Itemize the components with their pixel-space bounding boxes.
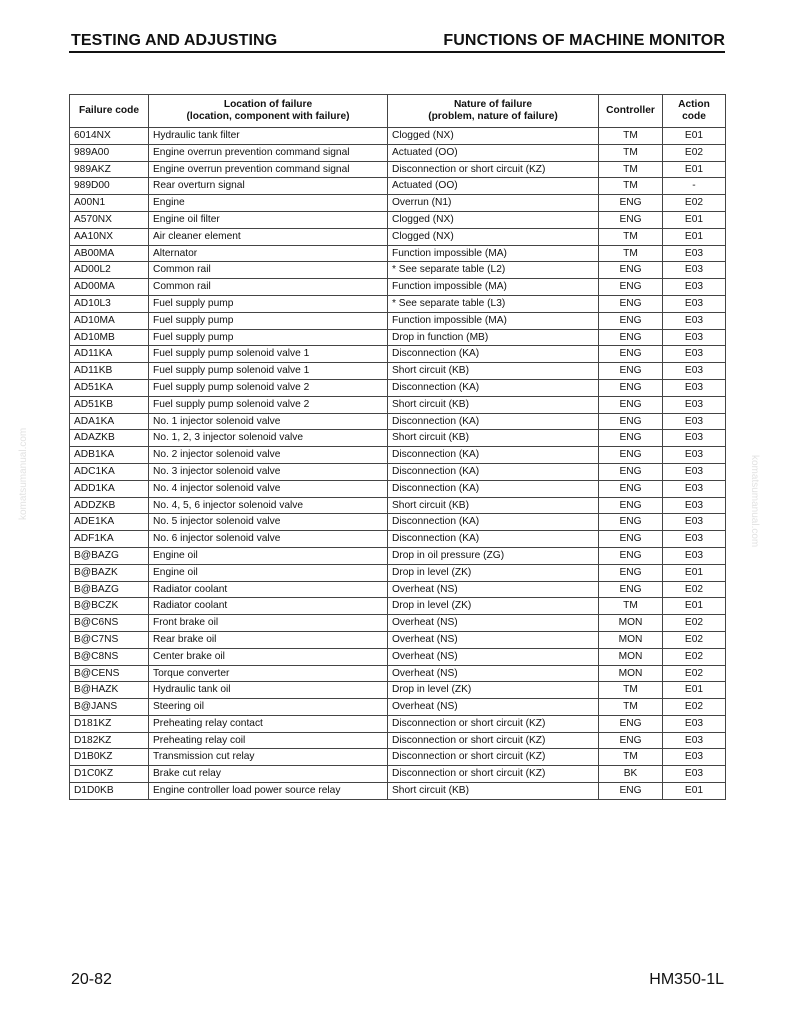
table-row	[70, 430, 726, 447]
cell-failure-code: AB00MA	[70, 245, 149, 262]
table-row	[70, 396, 726, 413]
col-nature-title: Nature of failure	[453, 98, 533, 110]
cell-location: Front brake oil	[149, 615, 388, 632]
cell-nature: Actuated (OO)	[388, 178, 599, 195]
table-row	[70, 564, 726, 581]
cell-action-code: E03	[663, 766, 726, 783]
cell-action-code: E02	[663, 195, 726, 212]
cell-failure-code: B@BAZG	[70, 581, 149, 598]
cell-action-code: E01	[663, 228, 726, 245]
cell-location: Engine controller load power source relay	[149, 783, 388, 800]
cell-controller: ENG	[599, 547, 663, 564]
watermark-left: komatsumanual.com	[18, 427, 29, 520]
cell-location: Fuel supply pump solenoid valve 1	[149, 346, 388, 363]
col-controller: Controller	[599, 95, 663, 128]
cell-controller: TM	[599, 699, 663, 716]
cell-action-code: E03	[663, 279, 726, 296]
cell-nature: Actuated (OO)	[388, 144, 599, 161]
cell-nature: Overheat (NS)	[388, 615, 599, 632]
cell-controller: ENG	[599, 295, 663, 312]
cell-nature: Disconnection (KA)	[388, 514, 599, 531]
cell-nature: Short circuit (KB)	[388, 363, 599, 380]
cell-location: No. 4, 5, 6 injector solenoid valve	[149, 497, 388, 514]
cell-action-code: E03	[663, 514, 726, 531]
cell-location: Transmission cut relay	[149, 749, 388, 766]
cell-location: Fuel supply pump solenoid valve 1	[149, 363, 388, 380]
cell-action-code: E03	[663, 295, 726, 312]
col-failure-code: Failure code	[70, 95, 149, 128]
cell-nature: Drop in level (ZK)	[388, 598, 599, 615]
table-row	[70, 312, 726, 329]
table-row	[70, 463, 726, 480]
table-row	[70, 480, 726, 497]
cell-location: Torque converter	[149, 665, 388, 682]
cell-action-code: E03	[663, 430, 726, 447]
cell-controller: ENG	[599, 413, 663, 430]
cell-controller: ENG	[599, 715, 663, 732]
table-row	[70, 514, 726, 531]
cell-nature: Disconnection (KA)	[388, 379, 599, 396]
table-row	[70, 581, 726, 598]
cell-failure-code: B@CENS	[70, 665, 149, 682]
cell-action-code: E02	[663, 699, 726, 716]
cell-location: No. 1 injector solenoid valve	[149, 413, 388, 430]
cell-action-code: E03	[663, 732, 726, 749]
table-row	[70, 783, 726, 800]
cell-failure-code: 6014NX	[70, 128, 149, 145]
cell-action-code: E03	[663, 346, 726, 363]
cell-failure-code: A570NX	[70, 211, 149, 228]
cell-nature: Drop in function (MB)	[388, 329, 599, 346]
cell-failure-code: D181KZ	[70, 715, 149, 732]
cell-failure-code: AD51KB	[70, 396, 149, 413]
table-row	[70, 245, 726, 262]
cell-failure-code: B@BAZG	[70, 547, 149, 564]
cell-failure-code: 989A00	[70, 144, 149, 161]
cell-failure-code: AD11KA	[70, 346, 149, 363]
table-row	[70, 447, 726, 464]
cell-location: Fuel supply pump solenoid valve 2	[149, 396, 388, 413]
cell-location: Fuel supply pump solenoid valve 2	[149, 379, 388, 396]
table-row	[70, 547, 726, 564]
cell-nature: Disconnection (KA)	[388, 531, 599, 548]
table-row	[70, 363, 726, 380]
cell-nature: Overrun (N1)	[388, 195, 599, 212]
cell-controller: TM	[599, 161, 663, 178]
cell-action-code: E01	[663, 682, 726, 699]
cell-nature: Function impossible (MA)	[388, 279, 599, 296]
cell-controller: ENG	[599, 211, 663, 228]
cell-location: Steering oil	[149, 699, 388, 716]
cell-action-code: E02	[663, 648, 726, 665]
cell-nature: Disconnection or short circuit (KZ)	[388, 732, 599, 749]
cell-failure-code: AD00L2	[70, 262, 149, 279]
section-title: TESTING AND ADJUSTING	[71, 32, 278, 49]
cell-action-code: E03	[663, 413, 726, 430]
cell-location: Air cleaner element	[149, 228, 388, 245]
cell-failure-code: ADC1KA	[70, 463, 149, 480]
cell-controller: ENG	[599, 463, 663, 480]
cell-failure-code: B@HAZK	[70, 682, 149, 699]
cell-failure-code: AD51KA	[70, 379, 149, 396]
cell-failure-code: D1B0KZ	[70, 749, 149, 766]
cell-failure-code: B@C8NS	[70, 648, 149, 665]
cell-action-code: E03	[663, 447, 726, 464]
cell-action-code: E02	[663, 615, 726, 632]
cell-failure-code: B@BAZK	[70, 564, 149, 581]
cell-nature: Disconnection (KA)	[388, 413, 599, 430]
cell-controller: MON	[599, 631, 663, 648]
cell-nature: Disconnection (KA)	[388, 447, 599, 464]
cell-location: Fuel supply pump	[149, 295, 388, 312]
cell-action-code: E03	[663, 480, 726, 497]
cell-action-code: E03	[663, 329, 726, 346]
cell-nature: Clogged (NX)	[388, 228, 599, 245]
cell-location: Engine	[149, 195, 388, 212]
cell-failure-code: ADD1KA	[70, 480, 149, 497]
cell-controller: ENG	[599, 346, 663, 363]
cell-location: Engine oil filter	[149, 211, 388, 228]
cell-failure-code: 989AKZ	[70, 161, 149, 178]
cell-location: Common rail	[149, 262, 388, 279]
table-row	[70, 749, 726, 766]
cell-failure-code: ADE1KA	[70, 514, 149, 531]
page-number: 20-82	[71, 971, 112, 988]
chapter-title: FUNCTIONS OF MACHINE MONITOR	[443, 32, 725, 49]
table-row	[70, 531, 726, 548]
cell-location: Common rail	[149, 279, 388, 296]
cell-nature: Drop in level (ZK)	[388, 682, 599, 699]
cell-nature: Disconnection (KA)	[388, 463, 599, 480]
cell-controller: ENG	[599, 497, 663, 514]
cell-failure-code: AD10MB	[70, 329, 149, 346]
cell-nature: Overheat (NS)	[388, 699, 599, 716]
table-row	[70, 682, 726, 699]
cell-nature: * See separate table (L2)	[388, 262, 599, 279]
cell-failure-code: A00N1	[70, 195, 149, 212]
col-action-code: Action code	[663, 95, 726, 128]
cell-action-code: E03	[663, 531, 726, 548]
table-row	[70, 262, 726, 279]
cell-nature: Short circuit (KB)	[388, 497, 599, 514]
table-row	[70, 631, 726, 648]
cell-nature: Function impossible (MA)	[388, 245, 599, 262]
table-row	[70, 665, 726, 682]
cell-failure-code: ADB1KA	[70, 447, 149, 464]
cell-controller: ENG	[599, 195, 663, 212]
cell-failure-code: B@BCZK	[70, 598, 149, 615]
cell-failure-code: AD00MA	[70, 279, 149, 296]
cell-action-code: E02	[663, 144, 726, 161]
table-row	[70, 699, 726, 716]
cell-location: Engine oil	[149, 547, 388, 564]
cell-nature: Short circuit (KB)	[388, 430, 599, 447]
cell-location: No. 4 injector solenoid valve	[149, 480, 388, 497]
cell-location: Radiator coolant	[149, 581, 388, 598]
cell-action-code: E03	[663, 396, 726, 413]
cell-controller: TM	[599, 749, 663, 766]
cell-location: Engine overrun prevention command signal	[149, 161, 388, 178]
cell-controller: TM	[599, 245, 663, 262]
cell-nature: Disconnection or short circuit (KZ)	[388, 715, 599, 732]
model-name: HM350-1L	[649, 971, 724, 988]
cell-controller: ENG	[599, 581, 663, 598]
table-row	[70, 413, 726, 430]
cell-action-code: E03	[663, 379, 726, 396]
cell-nature: * See separate table (L3)	[388, 295, 599, 312]
cell-controller: ENG	[599, 480, 663, 497]
cell-nature: Disconnection or short circuit (KZ)	[388, 766, 599, 783]
cell-failure-code: ADDZKB	[70, 497, 149, 514]
cell-controller: TM	[599, 598, 663, 615]
cell-nature: Function impossible (MA)	[388, 312, 599, 329]
cell-location: Brake cut relay	[149, 766, 388, 783]
table-row	[70, 497, 726, 514]
cell-location: Engine oil	[149, 564, 388, 581]
table-row	[70, 228, 726, 245]
cell-controller: TM	[599, 682, 663, 699]
failure-code-table	[69, 94, 726, 800]
cell-controller: TM	[599, 228, 663, 245]
table-row	[70, 346, 726, 363]
cell-failure-code: B@C7NS	[70, 631, 149, 648]
cell-controller: ENG	[599, 363, 663, 380]
table-row	[70, 598, 726, 615]
cell-nature: Disconnection (KA)	[388, 346, 599, 363]
cell-nature: Drop in oil pressure (ZG)	[388, 547, 599, 564]
cell-controller: ENG	[599, 312, 663, 329]
col-location-subtitle: (location, component with failure)	[186, 111, 350, 122]
cell-controller: ENG	[599, 430, 663, 447]
cell-action-code: E03	[663, 749, 726, 766]
cell-location: Fuel supply pump	[149, 312, 388, 329]
cell-nature: Overheat (NS)	[388, 631, 599, 648]
cell-location: No. 2 injector solenoid valve	[149, 447, 388, 464]
cell-failure-code: ADAZKB	[70, 430, 149, 447]
table-header-row	[70, 95, 726, 128]
cell-controller: ENG	[599, 329, 663, 346]
cell-nature: Overheat (NS)	[388, 665, 599, 682]
cell-failure-code: AD10L3	[70, 295, 149, 312]
cell-failure-code: 989D00	[70, 178, 149, 195]
cell-action-code: E03	[663, 363, 726, 380]
cell-location: No. 6 injector solenoid valve	[149, 531, 388, 548]
cell-nature: Overheat (NS)	[388, 581, 599, 598]
cell-controller: ENG	[599, 447, 663, 464]
cell-action-code: E03	[663, 312, 726, 329]
cell-controller: ENG	[599, 262, 663, 279]
cell-controller: TM	[599, 144, 663, 161]
table-row	[70, 128, 726, 145]
cell-failure-code: D1C0KZ	[70, 766, 149, 783]
table-row	[70, 732, 726, 749]
cell-nature: Disconnection or short circuit (KZ)	[388, 749, 599, 766]
cell-action-code: E03	[663, 262, 726, 279]
table-row	[70, 329, 726, 346]
cell-location: Preheating relay coil	[149, 732, 388, 749]
table-row	[70, 379, 726, 396]
cell-failure-code: B@C6NS	[70, 615, 149, 632]
cell-controller: ENG	[599, 564, 663, 581]
cell-action-code: E01	[663, 128, 726, 145]
table-row	[70, 211, 726, 228]
cell-failure-code: AA10NX	[70, 228, 149, 245]
table-row	[70, 648, 726, 665]
cell-action-code: -	[663, 178, 726, 195]
cell-action-code: E02	[663, 665, 726, 682]
cell-nature: Disconnection (KA)	[388, 480, 599, 497]
cell-action-code: E03	[663, 463, 726, 480]
cell-location: Hydraulic tank oil	[149, 682, 388, 699]
table-row	[70, 615, 726, 632]
cell-controller: ENG	[599, 379, 663, 396]
cell-controller: TM	[599, 128, 663, 145]
cell-location: Engine overrun prevention command signal	[149, 144, 388, 161]
cell-controller: MON	[599, 615, 663, 632]
cell-failure-code: ADA1KA	[70, 413, 149, 430]
cell-failure-code: AD10MA	[70, 312, 149, 329]
cell-nature: Overheat (NS)	[388, 648, 599, 665]
table-row	[70, 279, 726, 296]
header-rule	[69, 51, 725, 53]
cell-nature: Clogged (NX)	[388, 128, 599, 145]
cell-location: Fuel supply pump	[149, 329, 388, 346]
table-row	[70, 161, 726, 178]
cell-action-code: E03	[663, 715, 726, 732]
watermark-right: komatsumanual.com	[749, 455, 760, 548]
cell-action-code: E03	[663, 547, 726, 564]
cell-failure-code: B@JANS	[70, 699, 149, 716]
cell-action-code: E01	[663, 783, 726, 800]
cell-location: No. 5 injector solenoid valve	[149, 514, 388, 531]
cell-controller: ENG	[599, 396, 663, 413]
cell-controller: ENG	[599, 279, 663, 296]
cell-action-code: E01	[663, 598, 726, 615]
cell-failure-code: D1D0KB	[70, 783, 149, 800]
cell-location: No. 3 injector solenoid valve	[149, 463, 388, 480]
cell-action-code: E01	[663, 211, 726, 228]
cell-location: Preheating relay contact	[149, 715, 388, 732]
table-row	[70, 178, 726, 195]
cell-controller: ENG	[599, 732, 663, 749]
cell-failure-code: ADF1KA	[70, 531, 149, 548]
table-row	[70, 195, 726, 212]
cell-action-code: E01	[663, 564, 726, 581]
cell-action-code: E03	[663, 245, 726, 262]
table-row	[70, 144, 726, 161]
cell-location: No. 1, 2, 3 injector solenoid valve	[149, 430, 388, 447]
col-location-title: Location of failure	[223, 98, 313, 110]
cell-location: Hydraulic tank filter	[149, 128, 388, 145]
cell-action-code: E03	[663, 497, 726, 514]
cell-controller: ENG	[599, 514, 663, 531]
cell-controller: MON	[599, 648, 663, 665]
col-location	[149, 95, 388, 128]
table-row	[70, 295, 726, 312]
cell-location: Radiator coolant	[149, 598, 388, 615]
cell-location: Rear brake oil	[149, 631, 388, 648]
col-nature-subtitle: (problem, nature of failure)	[428, 111, 558, 122]
cell-controller: BK	[599, 766, 663, 783]
cell-failure-code: D182KZ	[70, 732, 149, 749]
cell-controller: ENG	[599, 783, 663, 800]
cell-action-code: E01	[663, 161, 726, 178]
col-nature	[388, 95, 599, 128]
cell-nature: Short circuit (KB)	[388, 396, 599, 413]
cell-nature: Drop in level (ZK)	[388, 564, 599, 581]
table-row	[70, 715, 726, 732]
cell-failure-code: AD11KB	[70, 363, 149, 380]
cell-nature: Short circuit (KB)	[388, 783, 599, 800]
cell-controller: ENG	[599, 531, 663, 548]
cell-nature: Clogged (NX)	[388, 211, 599, 228]
cell-action-code: E02	[663, 631, 726, 648]
cell-action-code: E02	[663, 581, 726, 598]
cell-location: Center brake oil	[149, 648, 388, 665]
cell-controller: MON	[599, 665, 663, 682]
table-row	[70, 766, 726, 783]
cell-location: Alternator	[149, 245, 388, 262]
cell-location: Rear overturn signal	[149, 178, 388, 195]
cell-controller: TM	[599, 178, 663, 195]
cell-nature: Disconnection or short circuit (KZ)	[388, 161, 599, 178]
